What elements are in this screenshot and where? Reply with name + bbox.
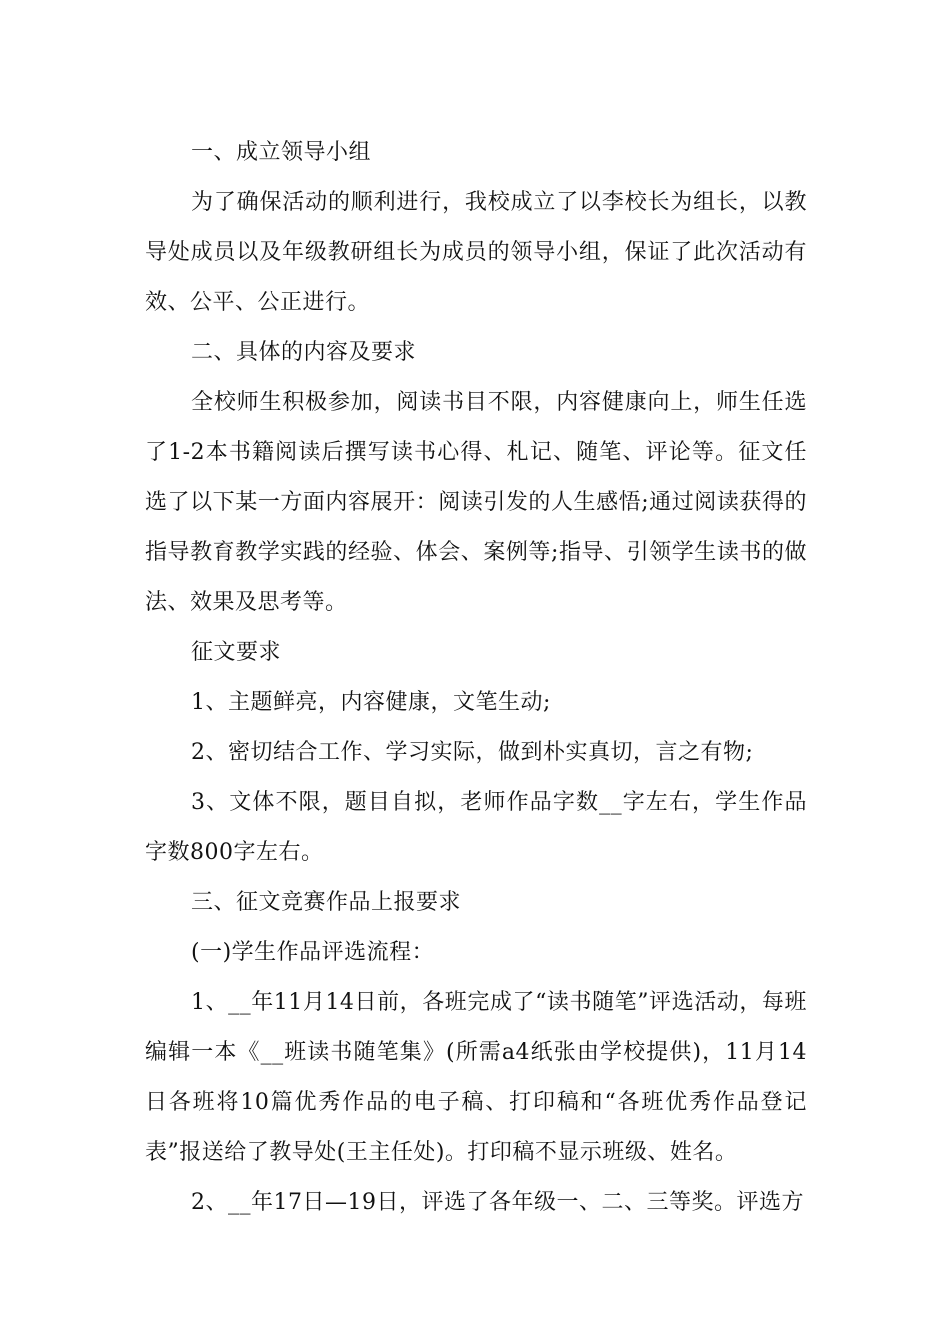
subheading-student-selection-process: (一)学生作品评选流程： <box>191 940 435 965</box>
requirement-item-3: 3、文体不限，题目自拟，老师作品字数__字左右，学生作品字数800字左右。 <box>145 790 807 865</box>
paragraph-content-requirements: 全校师生积极参加，阅读书目不限，内容健康向上，师生任选了1-2本书籍阅读后撰写读书心得、札记、随笔、评论等。征文任选了以下某一方面内容展开：阅读引发的人生感悟;通过阅读获得的指导教育教学实践的经验、体会、案例等;指导、引领学生读书的做法、效果及思考等。 <box>145 390 807 615</box>
section-heading-leadership-group: 一、成立领导小组 <box>191 140 372 165</box>
paragraph-leadership-group: 为了确保活动的顺利进行，我校成立了以李校长为组长，以教导处成员以及年级教研组长为成员的领导小组，保证了此次活动有效、公平、公正进行。 <box>145 190 807 315</box>
requirement-item-1: 1、主题鲜亮，内容健康，文笔生动; <box>191 690 551 715</box>
process-item-1: 1、__年11月14日前，各班完成了“读书随笔”评选活动，每班编辑一本《__班读书随笔集》(所需a4纸张由学校提供)，11月14日各班将10篇优秀作品的电子稿、打印稿和“各班优秀作品登记表”报送给了教导处(王主任处)。打印稿不显示班级、姓名。 <box>145 990 807 1165</box>
subheading-essay-requirements: 征文要求 <box>191 640 282 665</box>
process-item-2: 2、__年17日—19日，评选了各年级一、二、三等奖。评选方 <box>191 1190 804 1215</box>
section-heading-submission-requirements: 三、征文竞赛作品上报要求 <box>191 890 462 915</box>
section-heading-content-requirements: 二、具体的内容及要求 <box>191 340 417 365</box>
document-body <box>145 128 807 1228</box>
requirement-item-2: 2、密切结合工作、学习实际，做到朴实真切，言之有物; <box>191 740 754 765</box>
